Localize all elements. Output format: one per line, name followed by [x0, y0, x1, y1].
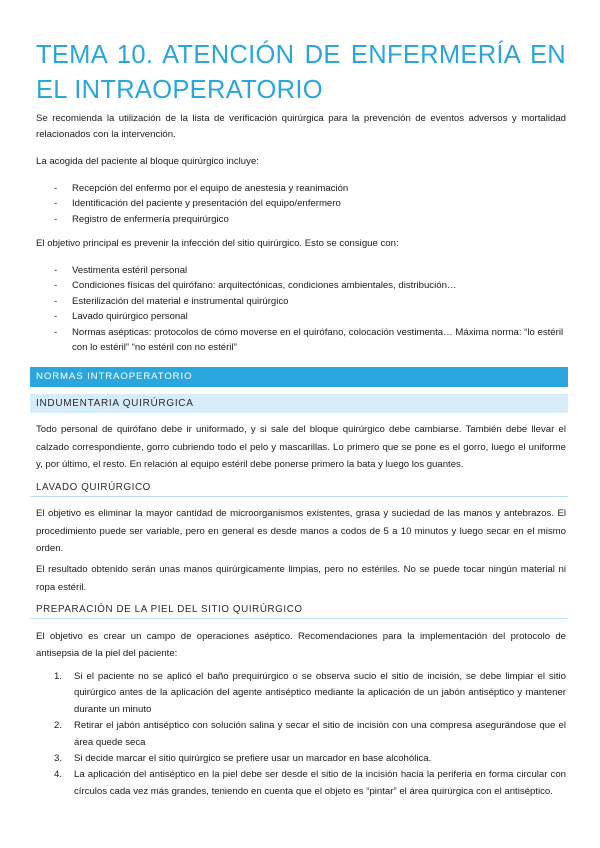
list-item: 3. Si decide marcar el sitio quirúrgico se prefiere usar un marcador en base alcohólica. [54, 753, 432, 765]
list-item: - Lavado quirúrgico personal [54, 311, 188, 323]
acogida-lead: La acogida del paciente al bloque quirúrgico incluye: [36, 156, 259, 167]
list-item: - Normas asépticas: protocolos de cómo moverse en el quirófano, colocación vestimenta… Máxima norma: “lo estéril con lo estéril” “no estéril con no estéril” [54, 326, 564, 354]
list-item: 1. Si el paciente no se aplicó el baño prequirúrgico o se observa sucio el sitio de incisión, se debe limpiar el sitio quirúrgico antes de la aplicación del agente antiséptico mediante la aplicación de un jabón antiséptico y mantener durante un minuto [54, 671, 566, 715]
objetivo-list [54, 263, 574, 355]
acogida-list [54, 181, 574, 227]
lavado-paragraph-2: El resultado obtenido serán unas manos quirúrgicamente limpias, pero no estériles. No se puede tocar ningún material ni ropa estéril. [36, 564, 566, 593]
section-header-lavado: LAVADO QUIRÚRGICO [30, 479, 568, 497]
section-header-preparacion: PREPARACIÓN DE LA PIEL DEL SITIO QUIRÚRGICO [30, 601, 568, 619]
objetivo-lead: El objetivo principal es prevenir la infección del sitio quirúrgico. Esto se consigue con: [36, 238, 399, 249]
list-item: - Condiciones físicas del quirófano: arquitectónicas, condiciones ambientales, distribución… [54, 280, 457, 292]
list-item: - Registro de enfermería prequirúrgico [54, 213, 229, 225]
intro-paragraph: Se recomienda la utilización de la lista de verificación quirúrgica para la prevención de eventos adversos y mortalidad relacionados con la intervención. [36, 113, 566, 140]
section-header-indumentaria: INDUMENTARIA QUIRÚRGICA [30, 394, 568, 413]
list-item: 4. La aplicación del antiséptico en la piel debe ser desde el sitio de la incisión hacia la periferia en forma circular con círculos cada vez más grandes, teniendo en cuenta que el objeto es “pintar” el área quirúrgica con el antiséptico. [54, 769, 566, 797]
list-item: - Vestimenta estéril personal [54, 265, 188, 276]
list-item: - Esterilización del material e instrumental quirúrgico [54, 295, 289, 307]
page-title: TEMA 10. ATENCIÓN DE ENFERMERÍA EN EL INTRAOPERATORIO [36, 41, 566, 104]
section-header-normas: NORMAS INTRAOPERATORIO [30, 367, 568, 387]
list-item: 2. Retirar el jabón antiséptico con solución salina y secar el sitio de incisión con una compresa asegurándose que el área quede seca [54, 720, 566, 748]
preparacion-list [54, 669, 566, 800]
list-item: - Recepción del enfermo por el equipo de anestesia y reanimación [54, 183, 349, 194]
list-item: - Identificación del paciente y presentación del equipo/enfermero [54, 198, 341, 210]
preparacion-lead: El objetivo es crear un campo de operaciones aséptico. Recomendaciones para la implementación del protocolo de antisepsia de la piel del paciente: [36, 631, 566, 659]
lavado-paragraph-1: El objetivo es eliminar la mayor cantidad de microorganismos existentes, grasa y suciedad de las manos y antebrazos. El procedimiento puede ser variable, pero en general es desde manos a codos de 5 a 10 minutos y luego secar en el mismo orden. [36, 508, 566, 554]
indumentaria-paragraph: Todo personal de quirófano debe ir uniformado, y si sale del bloque quirúrgico debe cambiarse. También debe llevar el calzado correspondiente, gorro cubriendo todo el pelo y mascarillas. Lo primero que se pone es el gorro, luego el uniforme y, por último, el resto. En relación al equipo estéril debe ponerse primero la bata y luego los guantes. [36, 424, 566, 470]
